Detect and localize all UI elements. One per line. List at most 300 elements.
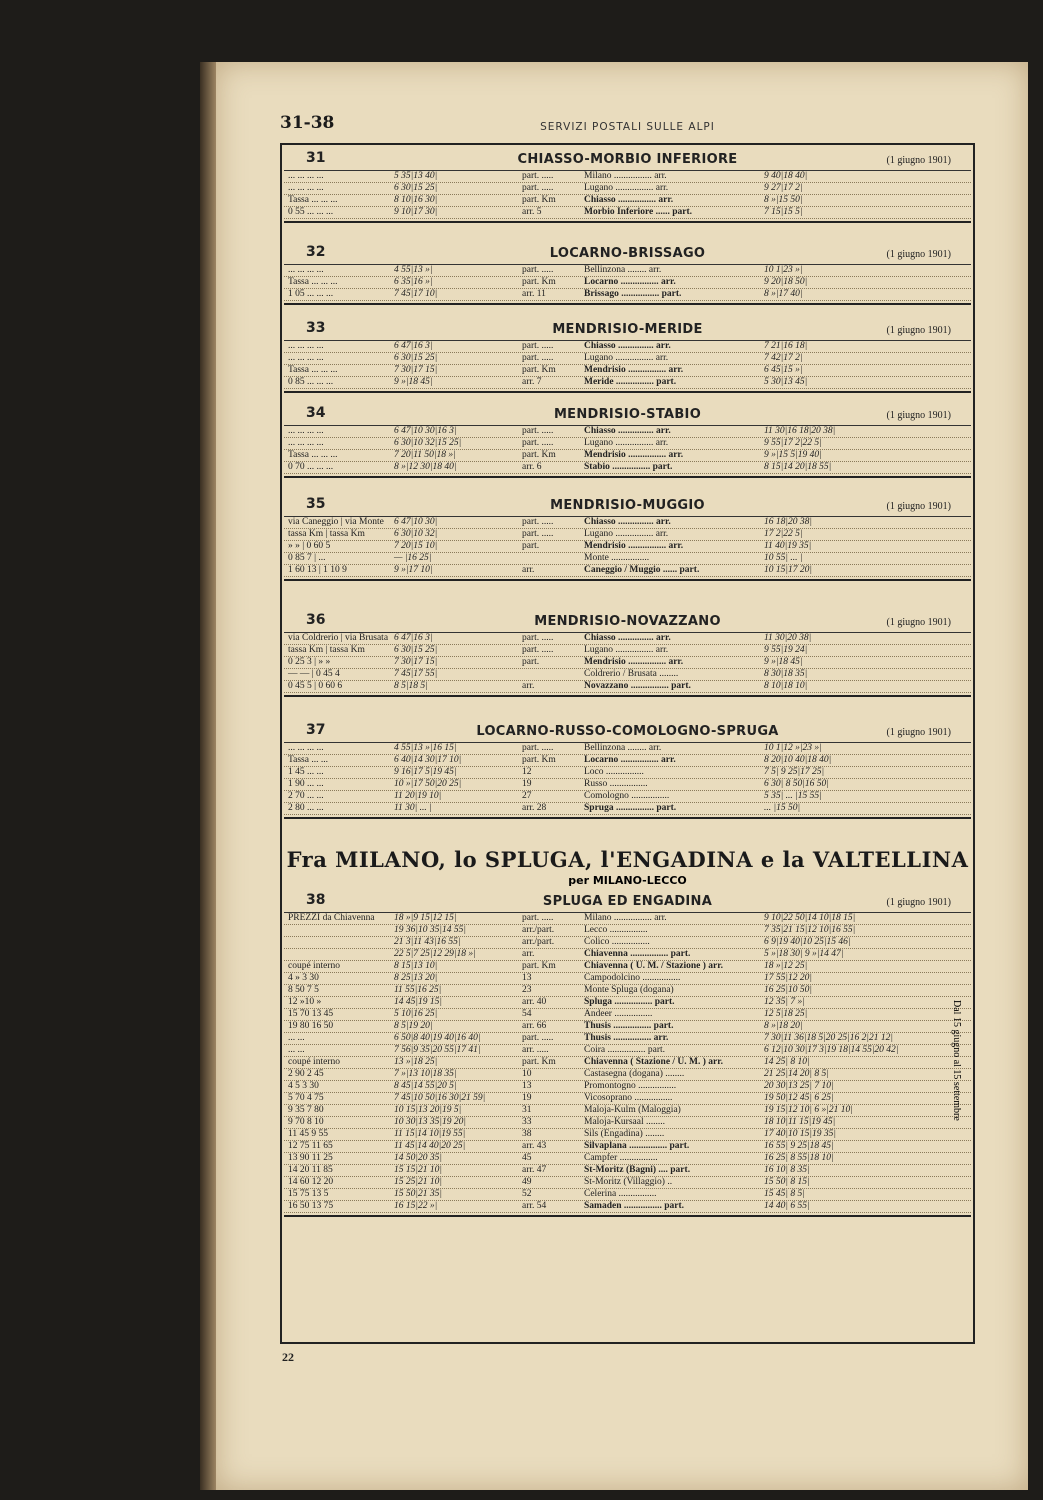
table-row xyxy=(284,973,971,985)
cell-a: 0 85 7 | ... xyxy=(288,553,326,563)
cell-a: ... ... ... ... xyxy=(288,171,324,181)
cell-c: part. xyxy=(522,541,540,551)
cell-c: arr. 7 xyxy=(522,377,542,387)
cell-e: 16 10| 8 35| xyxy=(764,1165,810,1175)
cell-a: 8 50 7 5 xyxy=(288,985,319,995)
cell-e: 9 20|18 50| xyxy=(764,277,808,287)
cell-c: arr. 28 xyxy=(522,803,547,813)
table-row xyxy=(284,1201,971,1213)
cell-a: 5 70 4 75 xyxy=(288,1093,324,1103)
cell-b: 7 56|9 35|20 55|17 41| xyxy=(394,1045,481,1055)
table-row xyxy=(284,657,971,669)
table-row xyxy=(284,183,971,195)
cell-d: Russo ................ xyxy=(584,779,648,789)
cell-c: 23 xyxy=(522,985,532,995)
cell-c: 13 xyxy=(522,973,532,983)
cell-a: coupé interno xyxy=(288,1057,340,1067)
cell-c: 52 xyxy=(522,1189,532,1199)
section-title: LOCARNO-RUSSO-COMOLOGNO-SPRUGA xyxy=(476,724,779,739)
section-header xyxy=(284,722,971,743)
cell-b: 19 36|10 35|14 55| xyxy=(394,925,466,935)
cell-e: 8 »|15 50| xyxy=(764,195,803,205)
table-row xyxy=(284,949,971,961)
cell-e: 10 55| ... | xyxy=(764,553,803,563)
section-37 xyxy=(284,722,971,822)
table-row xyxy=(284,450,971,462)
section-divider xyxy=(284,476,971,481)
cell-e: 18 10|11 15|19 45| xyxy=(764,1117,836,1127)
cell-b: 11 45|14 40|20 25| xyxy=(394,1141,466,1151)
cell-e: 7 30|11 36|18 5|20 25|16 2|21 12| xyxy=(764,1033,893,1043)
cell-d: Monte ................ xyxy=(584,553,650,563)
cell-b: 15 25|21 10| xyxy=(394,1177,442,1187)
cell-a: 15 75 13 5 xyxy=(288,1189,329,1199)
cell-e: 16 25|10 50| xyxy=(764,985,812,995)
cell-d: Thusis ................ part. xyxy=(584,1021,674,1031)
section-header xyxy=(284,320,971,341)
cell-e: 7 21|16 18| xyxy=(764,341,808,351)
header-title: SERVIZI POSTALI SULLE ALPI xyxy=(540,121,715,133)
cell-d: Lugano ................ arr. xyxy=(584,645,669,655)
cell-a: ... ... ... ... xyxy=(288,438,324,448)
cell-d: Chiasso ............... arr. xyxy=(584,633,671,643)
cell-c: 38 xyxy=(522,1129,532,1139)
cell-a: 0 85 ... ... ... xyxy=(288,377,334,387)
section-divider xyxy=(284,391,971,396)
cell-e: 7 5| 9 25|17 25| xyxy=(764,767,825,777)
table-row xyxy=(284,1153,971,1165)
cell-d: Chiavenna ................ part. xyxy=(584,949,691,959)
cell-e: 5 30|13 45| xyxy=(764,377,808,387)
table-row xyxy=(284,265,971,277)
cell-d: Campodolcino ................ xyxy=(584,973,681,983)
cell-a: 2 80 ... ... xyxy=(288,803,324,813)
cell-d: Spruga ................ part. xyxy=(584,803,677,813)
cell-e: 14 40| 6 55| xyxy=(764,1201,810,1211)
section-date: (1 giugno 1901) xyxy=(886,501,951,512)
table-row xyxy=(284,1069,971,1081)
cell-b: 6 47|16 3| xyxy=(394,633,433,643)
cell-d: Colico ................ xyxy=(584,937,650,947)
cell-d: Lugano ................ arr. xyxy=(584,353,669,363)
cell-b: 13 »|18 25| xyxy=(394,1057,438,1067)
table-row xyxy=(284,529,971,541)
cell-c: 45 xyxy=(522,1153,532,1163)
cell-d: Locarno ................ arr. xyxy=(584,277,676,287)
cell-b: 8 15|13 10| xyxy=(394,961,438,971)
cell-e: 8 »|17 40| xyxy=(764,289,803,299)
cell-a: Tassa ... ... ... xyxy=(288,277,338,287)
cell-c: part. ..... xyxy=(522,529,554,539)
table-row xyxy=(284,645,971,657)
table-row xyxy=(284,1021,971,1033)
cell-a: 9 70 8 10 xyxy=(288,1117,324,1127)
cell-a: 1 45 ... ... xyxy=(288,767,324,777)
cell-e: 19 50|12 45| 6 25| xyxy=(764,1093,834,1103)
page-footer-number: 22 xyxy=(282,1350,294,1364)
cell-e: 16 55| 9 25|18 45| xyxy=(764,1141,834,1151)
cell-d: Castasegna (dogana) ........ xyxy=(584,1069,685,1079)
section-title: CHIASSO-MORBIO INFERIORE xyxy=(517,152,738,167)
cell-b: 10 15|13 20|19 5| xyxy=(394,1105,462,1115)
section-header xyxy=(284,244,971,265)
cell-c: arr. xyxy=(522,949,535,959)
cell-b: 7 »|13 10|18 35| xyxy=(394,1069,457,1079)
page-range: 31-38 xyxy=(280,113,335,133)
table-row xyxy=(284,1033,971,1045)
cell-e: 9 »|18 45| xyxy=(764,657,803,667)
cell-e: 21 25|14 20| 8 5| xyxy=(764,1069,829,1079)
cell-c: part. ..... xyxy=(522,1033,554,1043)
cell-c: part. ..... xyxy=(522,438,554,448)
table-row xyxy=(284,925,971,937)
table-row xyxy=(284,377,971,389)
table-row xyxy=(284,1141,971,1153)
table-row xyxy=(284,426,971,438)
cell-c: 31 xyxy=(522,1105,532,1115)
table-row xyxy=(284,438,971,450)
table-row xyxy=(284,961,971,973)
section-date: (1 giugno 1901) xyxy=(886,727,951,738)
banner xyxy=(280,847,975,887)
section-number: 36 xyxy=(306,612,326,628)
table-row xyxy=(284,1165,971,1177)
cell-e: 17 40|10 15|19 35| xyxy=(764,1129,836,1139)
cell-a: 1 60 13 | 1 10 9 xyxy=(288,565,347,575)
cell-e: 15 45| 8 5| xyxy=(764,1189,805,1199)
section-divider xyxy=(284,695,971,700)
cell-b: 11 55|16 25| xyxy=(394,985,442,995)
table-row xyxy=(284,207,971,219)
cell-b: 4 55|13 »| xyxy=(394,265,433,275)
section-date: (1 giugno 1901) xyxy=(886,897,951,908)
cell-b: 8 5|18 5| xyxy=(394,681,428,691)
cell-e: 19 15|12 10| 6 »|21 10| xyxy=(764,1105,853,1115)
cell-e: 6 9|19 40|10 25|15 46| xyxy=(764,937,851,947)
cell-b: 9 »|18 45| xyxy=(394,377,433,387)
cell-b: 8 45|14 55|20 5| xyxy=(394,1081,457,1091)
cell-e: 9 40|18 40| xyxy=(764,171,808,181)
table-row xyxy=(284,913,971,925)
cell-c: part. ..... xyxy=(522,645,554,655)
cell-d: Monte Spluga (dogana) xyxy=(584,985,674,995)
cell-d: Caneggio / Muggio ...... part. xyxy=(584,565,700,575)
table-row xyxy=(284,779,971,791)
table-row xyxy=(284,1093,971,1105)
cell-c: part. Km xyxy=(522,365,556,375)
cell-e: 7 35|21 15|12 10|16 55| xyxy=(764,925,856,935)
cell-b: 6 47|10 30| xyxy=(394,517,438,527)
cell-d: Locarno ................ arr. xyxy=(584,755,676,765)
cell-b: 5 10|16 25| xyxy=(394,1009,438,1019)
cell-b: 9 10|17 30| xyxy=(394,207,438,217)
cell-a: 0 55 ... ... ... xyxy=(288,207,334,217)
cell-d: St-Moritz (Villaggio) .. xyxy=(584,1177,673,1187)
cell-c: part. ..... xyxy=(522,913,554,923)
section-36 xyxy=(284,612,971,700)
cell-a: 0 45 5 | 0 60 6 xyxy=(288,681,343,691)
cell-c: 10 xyxy=(522,1069,532,1079)
cell-b: 8 25|13 20| xyxy=(394,973,438,983)
cell-c: 49 xyxy=(522,1177,532,1187)
cell-e: 6 30| 8 50|16 50| xyxy=(764,779,829,789)
table-row xyxy=(284,633,971,645)
cell-e: 12 5|18 25| xyxy=(764,1009,808,1019)
cell-e: 9 55|19 24| xyxy=(764,645,808,655)
cell-a: coupé interno xyxy=(288,961,340,971)
cell-d: Brissago ................ part. xyxy=(584,289,682,299)
cell-d: Milano ................ arr. xyxy=(584,171,667,181)
cell-e: 7 42|17 2| xyxy=(764,353,803,363)
cell-e: 9 »|15 5|19 40| xyxy=(764,450,822,460)
cell-b: 22 5|7 25|12 29|18 »| xyxy=(394,949,476,959)
cell-d: Sils (Engadina) ........ xyxy=(584,1129,665,1139)
cell-c: arr. xyxy=(522,565,535,575)
cell-a: ... ... ... ... xyxy=(288,183,324,193)
table-row xyxy=(284,341,971,353)
side-note-text: Dal 15 giugno al 15 settembre xyxy=(951,1000,962,1121)
section-number: 31 xyxy=(306,150,326,166)
section-31 xyxy=(284,150,971,226)
section-divider xyxy=(284,817,971,822)
cell-c: arr. 47 xyxy=(522,1165,547,1175)
banner-title: Fra MILANO, lo SPLUGA, l'ENGADINA e la VALTELLINA xyxy=(286,847,969,872)
cell-c: arr. 40 xyxy=(522,997,547,1007)
cell-e: 11 30|20 38| xyxy=(764,633,812,643)
cell-b: 14 50|20 35| xyxy=(394,1153,442,1163)
cell-d: Mendrisio ................ arr. xyxy=(584,657,684,667)
cell-c: arr. 66 xyxy=(522,1021,547,1031)
cell-d: Maloja-Kursaal ........ xyxy=(584,1117,665,1127)
cell-e: 8 30|18 35| xyxy=(764,669,808,679)
cell-e: 5 »|18 30| 9 »|14 47| xyxy=(764,949,844,959)
table-row xyxy=(284,1057,971,1069)
cell-c: arr. ..... xyxy=(522,1045,549,1055)
cell-d: Chiasso ............... arr. xyxy=(584,517,671,527)
cell-a: 13 90 11 25 xyxy=(288,1153,333,1163)
section-divider xyxy=(284,1215,971,1220)
cell-e: 8 10|18 10| xyxy=(764,681,808,691)
section-date: (1 giugno 1901) xyxy=(886,325,951,336)
cell-b: 14 45|19 15| xyxy=(394,997,442,1007)
section-divider xyxy=(284,221,971,226)
cell-c: part. Km xyxy=(522,277,556,287)
cell-b: 9 »|17 10| xyxy=(394,565,433,575)
table-row xyxy=(284,1081,971,1093)
table-row xyxy=(284,1045,971,1057)
table-row xyxy=(284,985,971,997)
cell-d: Coira ................ part. xyxy=(584,1045,666,1055)
cell-d: Milano ................ arr. xyxy=(584,913,667,923)
cell-c: arr./part. xyxy=(522,937,555,947)
cell-b: 7 45|17 10| xyxy=(394,289,438,299)
cell-e: ... |15 50| xyxy=(764,803,801,813)
section-date: (1 giugno 1901) xyxy=(886,617,951,628)
cell-a: ... ... ... ... xyxy=(288,426,324,436)
cell-b: 6 30|15 25| xyxy=(394,645,438,655)
cell-e: 16 25| 8 55|18 10| xyxy=(764,1153,834,1163)
cell-a: via Caneggio | via Monte xyxy=(288,517,384,527)
section-header xyxy=(284,892,971,913)
cell-d: Morbio Inferiore ...... part. xyxy=(584,207,692,217)
cell-a: 2 90 2 45 xyxy=(288,1069,324,1079)
cell-a: ... ... xyxy=(288,1045,305,1055)
cell-b: 6 30|15 25| xyxy=(394,353,438,363)
cell-c: arr./part. xyxy=(522,925,555,935)
section-title: LOCARNO-BRISSAGO xyxy=(549,246,706,261)
cell-b: 7 45|17 55| xyxy=(394,669,438,679)
cell-d: Lugano ................ arr. xyxy=(584,529,669,539)
cell-a: 11 45 9 55 xyxy=(288,1129,329,1139)
cell-c: part. ..... xyxy=(522,743,554,753)
cell-c: part. Km xyxy=(522,755,556,765)
cell-d: Mendrisio ................ arr. xyxy=(584,450,684,460)
cell-c: arr. 6 xyxy=(522,462,542,472)
section-34 xyxy=(284,405,971,481)
cell-c: part. ..... xyxy=(522,265,554,275)
cell-a: 19 80 16 50 xyxy=(288,1021,334,1031)
cell-e: 9 27|17 2| xyxy=(764,183,803,193)
cell-d: Mendrisio ................ arr. xyxy=(584,541,684,551)
cell-b: 7 30|17 15| xyxy=(394,657,438,667)
cell-e: 14 25| 8 10| xyxy=(764,1057,810,1067)
cell-a: ... ... ... ... xyxy=(288,743,324,753)
cell-d: Meride ................ part. xyxy=(584,377,677,387)
page-binding-edge xyxy=(200,62,216,1490)
table-row xyxy=(284,365,971,377)
cell-a: ... ... ... ... xyxy=(288,353,324,363)
cell-c: part. ..... xyxy=(522,517,554,527)
cell-d: Andeer ................ xyxy=(584,1009,653,1019)
cell-c: arr. xyxy=(522,681,535,691)
cell-d: Lugano ................ arr. xyxy=(584,183,669,193)
cell-d: Chiasso ................ arr. xyxy=(584,195,674,205)
cell-b: 11 20|19 10| xyxy=(394,791,442,801)
cell-c: 19 xyxy=(522,1093,532,1103)
table-row xyxy=(284,517,971,529)
cell-c: part. ..... xyxy=(522,171,554,181)
cell-e: 12 35| 7 »| xyxy=(764,997,805,1007)
cell-c: 13 xyxy=(522,1081,532,1091)
table-row xyxy=(284,669,971,681)
cell-b: 10 »|17 50|20 25| xyxy=(394,779,462,789)
cell-d: Chiasso ............... arr. xyxy=(584,341,671,351)
cell-a: 1 05 ... ... ... xyxy=(288,289,334,299)
cell-a: tassa Km | tassa Km xyxy=(288,529,365,539)
section-title: MENDRISIO-MERIDE xyxy=(552,322,703,337)
cell-d: Novazzano ................ part. xyxy=(584,681,691,691)
cell-c: part. ..... xyxy=(522,426,554,436)
cell-d: Chiasso ............... arr. xyxy=(584,426,671,436)
cell-a: 4 » 3 30 xyxy=(288,973,319,983)
cell-a: » » | 0 60 5 xyxy=(288,541,331,551)
cell-b: 8 »|12 30|18 40| xyxy=(394,462,457,472)
section-title: SPLUGA ED ENGADINA xyxy=(542,894,713,909)
cell-e: 9 55|17 2|22 5| xyxy=(764,438,822,448)
cell-e: 8 15|14 20|18 55| xyxy=(764,462,832,472)
cell-d: Bellinzona ........ arr. xyxy=(584,265,662,275)
cell-a: 2 70 ... ... xyxy=(288,791,324,801)
cell-d: Celerina ................ xyxy=(584,1189,657,1199)
section-33 xyxy=(284,320,971,396)
cell-a: 15 70 13 45 xyxy=(288,1009,334,1019)
cell-e: 7 15|15 5| xyxy=(764,207,803,217)
cell-c: 33 xyxy=(522,1117,532,1127)
cell-b: 6 35|16 »| xyxy=(394,277,433,287)
cell-b: 6 30|10 32| xyxy=(394,529,438,539)
cell-a: 0 25 3 | » » xyxy=(288,657,331,667)
section-divider xyxy=(284,303,971,308)
cell-d: Samaden ................ part. xyxy=(584,1201,685,1211)
cell-c: part. Km xyxy=(522,1057,556,1067)
cell-d: Campfer ................ xyxy=(584,1153,658,1163)
table-row xyxy=(284,565,971,577)
cell-b: 11 30| ... | xyxy=(394,803,432,813)
section-number: 37 xyxy=(306,722,326,738)
cell-d: Chiavenna ( U. M. / Stazione ) arr. xyxy=(584,961,723,971)
cell-d: St-Moritz (Bagni) .... part. xyxy=(584,1165,691,1175)
cell-c: part. ..... xyxy=(522,183,554,193)
cell-e: 9 10|22 50|14 10|18 15| xyxy=(764,913,856,923)
section-title: MENDRISIO-MUGGIO xyxy=(550,498,705,513)
table-row xyxy=(284,171,971,183)
cell-a: PREZZI da Chiavenna xyxy=(288,913,375,923)
cell-e: 15 50| 8 15| xyxy=(764,1177,810,1187)
cell-b: 6 30|15 25| xyxy=(394,183,438,193)
section-38 xyxy=(284,892,971,1220)
cell-b: 7 45|10 50|16 30|21 59| xyxy=(394,1093,486,1103)
cell-e: 6 45|15 »| xyxy=(764,365,803,375)
cell-d: Stabio ................ part. xyxy=(584,462,673,472)
section-number: 33 xyxy=(306,320,326,336)
cell-b: 21 3|11 43|16 55| xyxy=(394,937,461,947)
table-row xyxy=(284,289,971,301)
cell-b: 8 10|16 30| xyxy=(394,195,438,205)
cell-b: 11 15|14 10|19 55| xyxy=(394,1129,466,1139)
section-header xyxy=(284,150,971,171)
cell-e: 10 15|17 20| xyxy=(764,565,812,575)
cell-a: via Coldrerio | via Brusata xyxy=(288,633,389,643)
table-row xyxy=(284,997,971,1009)
cell-b: 15 15|21 10| xyxy=(394,1165,442,1175)
cell-e: 20 30|13 25| 7 10| xyxy=(764,1081,834,1091)
cell-e: 10 1|12 »|23 »| xyxy=(764,743,822,753)
cell-e: 18 »|12 25| xyxy=(764,961,808,971)
cell-b: — |16 25| xyxy=(394,553,432,563)
table-row xyxy=(284,1009,971,1021)
table-row xyxy=(284,767,971,779)
cell-c: part. ..... xyxy=(522,353,554,363)
cell-b: 6 50|8 40|19 40|16 40| xyxy=(394,1033,481,1043)
cell-e: 8 20|10 40|18 40| xyxy=(764,755,832,765)
cell-a: 12 »10 » xyxy=(288,997,322,1007)
table-row xyxy=(284,1189,971,1201)
banner-subtitle: per MILANO-LECCO xyxy=(568,874,687,887)
cell-c: part. ..... xyxy=(522,633,554,643)
section-date: (1 giugno 1901) xyxy=(886,155,951,166)
cell-e: 11 30|16 18|20 38| xyxy=(764,426,836,436)
cell-a: 16 50 13 75 xyxy=(288,1201,334,1211)
table-row xyxy=(284,937,971,949)
table-row xyxy=(284,541,971,553)
table-row xyxy=(284,462,971,474)
cell-c: part. Km xyxy=(522,961,556,971)
cell-a: ... ... xyxy=(288,1033,305,1043)
table-row xyxy=(284,553,971,565)
cell-a: 9 35 7 80 xyxy=(288,1105,324,1115)
section-date: (1 giugno 1901) xyxy=(886,249,951,260)
cell-c: 19 xyxy=(522,779,532,789)
